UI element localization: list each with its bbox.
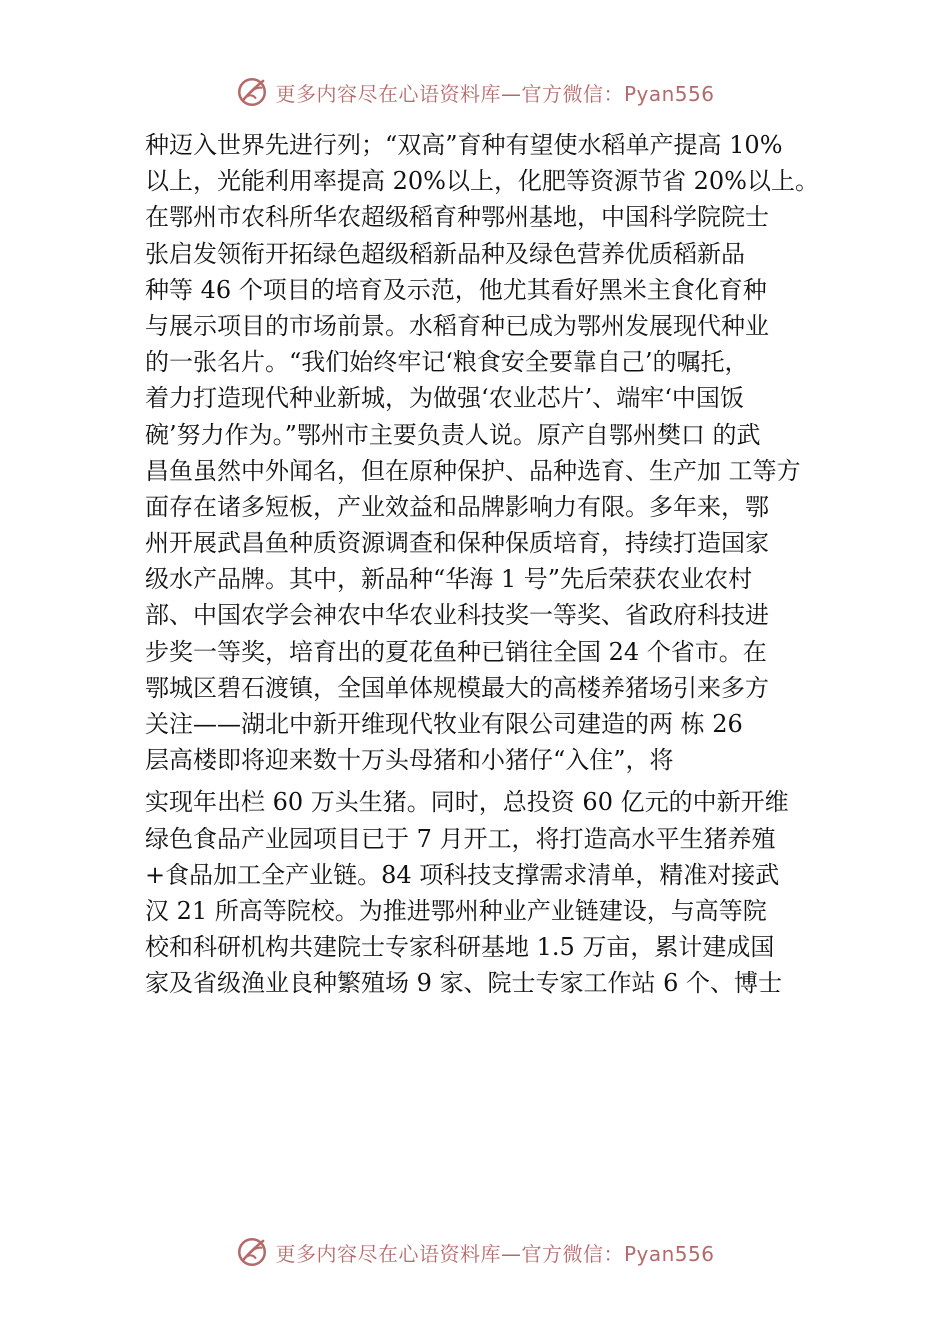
paragraph-line: 昌鱼虽然中外闻名，但在原种保护、品种选育、生产加 工等方 (145, 456, 801, 485)
paragraph-line: 实现年出栏 60 万头生猪。同时，总投资 60 亿元的中新开维 (145, 788, 789, 817)
document-body (145, 127, 819, 1002)
paragraph-line: 与展示项目的市场前景。水稻育种已成为鄂州发展现代种业 (145, 311, 769, 340)
paragraph-line: 级水产品牌。其中，新品种“华海 1 号”先后荣获农业农村 (145, 565, 753, 594)
paragraph-line: 着力打造现代种业新城，为做强‘农业芯片’、端牢‘中国饭 (145, 384, 744, 413)
paragraph-line: 以上，光能利用率提高 20%以上，化肥等资源节省 20%以上。 (145, 167, 819, 196)
paragraph-line: 层高楼即将迎来数十万头母猪和小猪仔“入住”，将 (145, 746, 674, 775)
paragraph-line: 张启发领衔开拓绿色超级稻新品种及绿色营养优质稻新品 (145, 239, 745, 268)
paragraph-line: 的一张名片。“我们始终牢记‘粮食安全要靠自己’的嘱托， (145, 348, 749, 377)
feather-swirl-logo-icon (235, 75, 269, 109)
paragraph-line: +食品加工全产业链。84 项科技支撑需求清单，精准对接武 (145, 860, 780, 889)
paragraph-line: 碗’努力作为。”鄂州市主要负责人说。原产自鄂州樊口 的武 (145, 420, 761, 449)
paragraph-line: 部、中国农学会神农中华农业科技奖一等奖、省政府科技进 (145, 601, 769, 630)
paragraph-line: 校和科研机构共建院士专家科研基地 1.5 万亩，累计建成国 (145, 933, 775, 962)
paragraph-line: 种迈入世界先进行列；“双高”育种有望使水稻单产提高 10% (145, 131, 783, 159)
paragraph-line: 关注——湖北中新开维现代牧业有限公司建造的两 栋 26 (145, 710, 743, 738)
header-banner (0, 70, 950, 114)
paragraph-line: 种等 46 个项目的培育及示范，他尤其看好黑米主食化育种 (145, 275, 767, 304)
paragraph-line: 州开展武昌鱼种质资源调查和保种保质培育，持续打造国家 (145, 529, 769, 558)
paragraph-line: 在鄂州市农科所华农超级稻育种鄂州基地，中国科学院院士 (145, 203, 769, 232)
paragraph-line: 绿色食品产业园项目已于 7 月开工，将打造高水平生猪养殖 (145, 824, 776, 853)
paragraph-line: 鄂城区碧石渡镇，全国单体规模最大的高楼养猪场引来多方 (145, 673, 769, 702)
footer-banner (0, 1230, 950, 1274)
paragraph-line: 汉 21 所高等院校。为推进鄂州种业产业链建设，与高等院 (145, 896, 767, 925)
header-banner-text: 更多内容尽在心语资料库—官方微信：Pyan556 (275, 81, 715, 106)
paragraph-line: 家及省级渔业良种繁殖场 9 家、院士专家工作站 6 个、博士 (145, 969, 783, 998)
paragraph-line: 面存在诸多短板，产业效益和品牌影响力有限。多年来，鄂 (145, 492, 769, 521)
paragraph-line: 步奖一等奖，培育出的夏花鱼种已销往全国 24 个省市。在 (145, 637, 767, 666)
feather-swirl-logo-icon (235, 1235, 269, 1269)
footer-banner-text: 更多内容尽在心语资料库—官方微信：Pyan556 (275, 1241, 715, 1266)
